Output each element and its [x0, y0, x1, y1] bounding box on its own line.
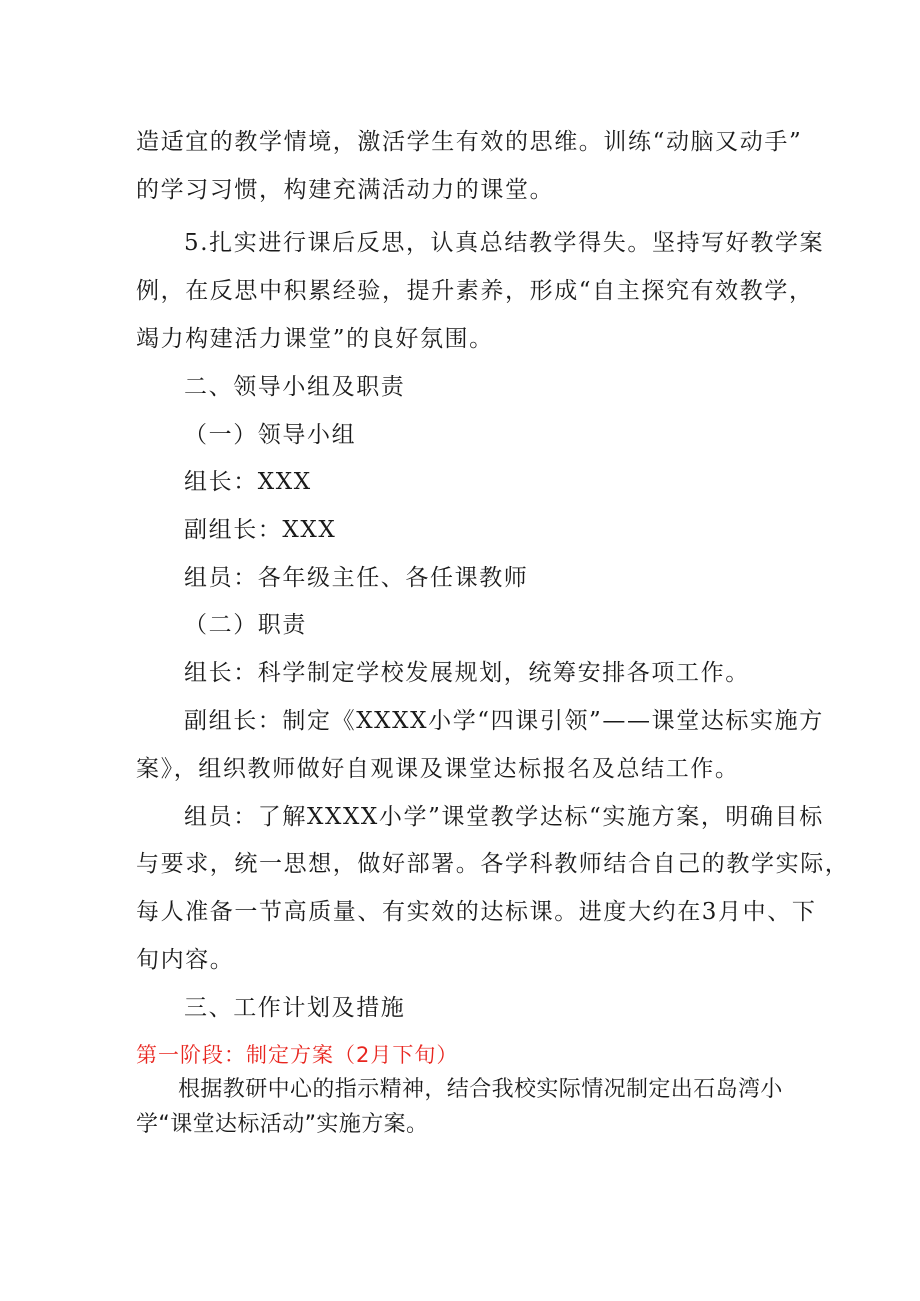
paragraph-line: 组员：各年级主任、各任课教师: [184, 565, 529, 591]
paragraph-line: 与要求，统一思想，做好部署。各学科教师结合自己的教学实际，: [136, 851, 850, 877]
paragraph-line: 每人准备一节高质量、有实效的达标课。进度大约在3月中、下: [136, 899, 817, 925]
section-heading: 二、领导小组及职责: [184, 374, 406, 400]
paragraph-line: 组长：XXX: [184, 469, 312, 495]
subsection-heading: （一）领导小组: [184, 422, 357, 448]
paragraph-line: 竭力构建活力课堂”的良好氛围。: [136, 326, 494, 352]
section-heading: 三、工作计划及措施: [184, 995, 406, 1021]
phase-paragraph-line: 学“课堂达标活动”实施方案。: [136, 1112, 429, 1137]
phase-heading: 第一阶段：制定方案（2月下旬）: [136, 1043, 459, 1067]
paragraph-line: 5.扎实进行课后反思，认真总结教学得失。坚持写好教学案: [184, 230, 825, 256]
paragraph-line: 副组长：XXX: [184, 517, 337, 543]
paragraph-line: 副组长：制定《XXXX小学“四课引领”——课堂达标实施方: [184, 708, 824, 734]
paragraph-line: 例，在反思中积累经验，提升素养，形成“自主探究有效教学，: [136, 278, 814, 304]
paragraph-line: 组长：科学制定学校发展规划，统筹安排各项工作。: [184, 660, 750, 686]
paragraph-line: 组员：了解XXXX小学”课堂教学达标“实施方案，明确目标: [184, 804, 824, 830]
subsection-heading: （二）职责: [184, 612, 307, 638]
paragraph-line: 案》，组织教师做好自观课及课堂达标报名及总结工作。: [136, 756, 740, 782]
phase-paragraph-line: 根据教研中心的指示精神，结合我校实际情况制定出石岛湾小: [178, 1077, 783, 1102]
paragraph-line: 的学习习惯，构建充满活动力的课堂。: [136, 177, 555, 203]
paragraph-line: 造适宜的教学情境，激活学生有效的思维。训练“动脑又动手”: [136, 129, 803, 155]
paragraph-line: 旬内容。: [136, 947, 235, 973]
